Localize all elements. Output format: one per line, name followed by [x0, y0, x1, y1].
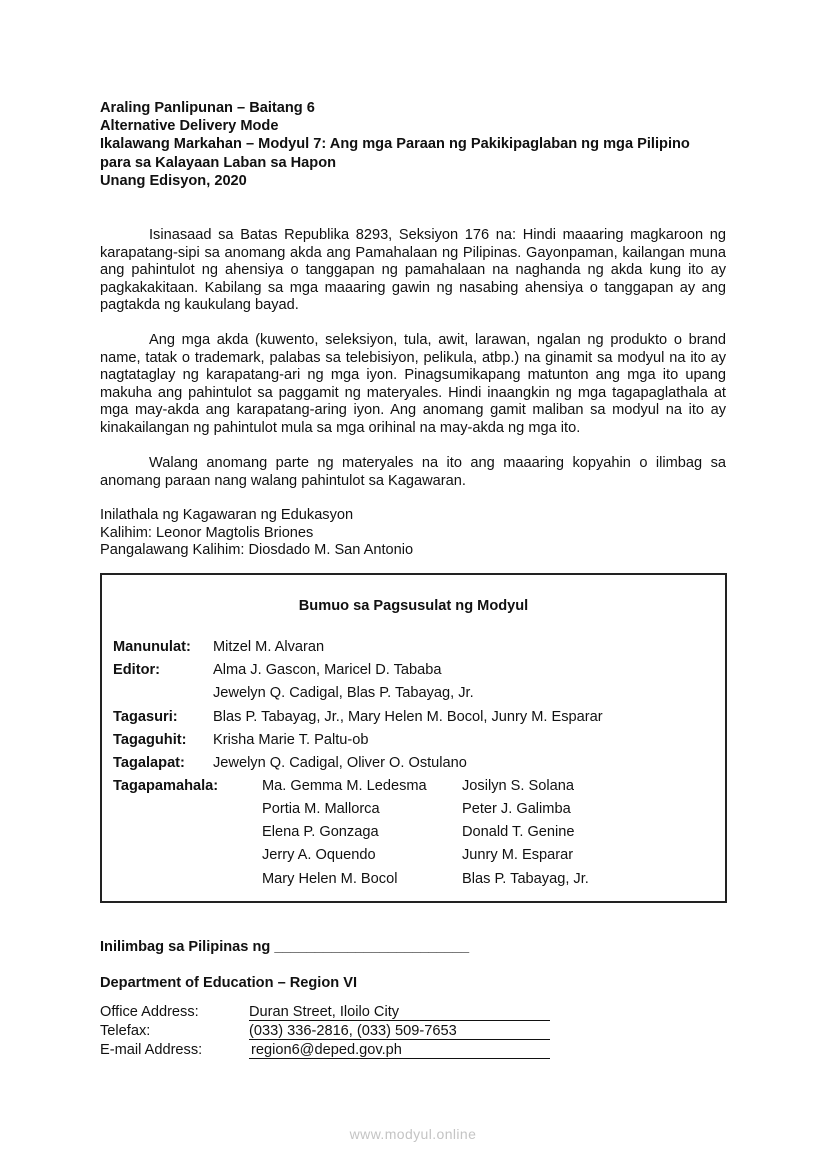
reproduction-paragraph: Walang anomang parte ng materyales na ito ang maaaring kopyahin o ilimbag sa anomang paraan nang walang pahintulot sa Kagawaran. [100, 455, 726, 489]
manager-name: Mary Helen M. Bocol [262, 871, 398, 887]
credit-label: Editor: [113, 662, 161, 678]
document-header [100, 99, 690, 190]
manager-name: Ma. Gemma M. Ledesma [262, 778, 427, 794]
credit-value: Jewelyn Q. Cadigal, Oliver O. Ostulano [213, 755, 467, 771]
printed-in-line: Inilimbag sa Pilipinas ng ________________________ [100, 939, 470, 955]
manager-name: Blas P. Tabayag, Jr. [462, 871, 589, 887]
credit-value: Blas P. Tabayag, Jr., Mary Helen M. Bocol, Junry M. Esparar [213, 709, 603, 725]
credit-label: Tagalapat: [113, 755, 185, 771]
undersecretary-line: Pangalawang Kalihim: Diosdado M. San Antonio [100, 542, 414, 559]
credit-row-writer [113, 639, 324, 655]
secretary-line: Kalihim: Leonor Magtolis Briones [100, 524, 314, 541]
credits-title: Bumuo sa Pagsusulat ng Modyul [298, 598, 529, 614]
publisher-line: Inilathala ng Kagawaran ng Edukasyon [100, 507, 354, 523]
credit-value: Alma J. Gascon, Maricel D. Tababa [213, 662, 442, 678]
module-title-cont: para sa Kalayaan Laban sa Hapon [100, 154, 337, 171]
manager-name: Junry M. Esparar [462, 847, 574, 863]
credit-value: Jewelyn Q. Cadigal, Blas P. Tabayag, Jr. [213, 685, 474, 701]
credit-value: Mitzel M. Alvaran [213, 639, 325, 655]
credit-row-illustrator [113, 732, 368, 748]
email-value[interactable]: region6@deped.gov.ph [249, 1043, 550, 1059]
managers-label: Tagapamahala: [113, 778, 219, 794]
telefax-row [100, 1023, 550, 1040]
credit-value: Krisha Marie T. Paltu-ob [213, 732, 369, 748]
delivery-mode: Alternative Delivery Mode [100, 118, 279, 135]
credit-row-editor [113, 662, 441, 678]
telefax-label: Telefax: [100, 1023, 151, 1039]
telefax-value: (033) 336-2816, (033) 509-7653 [249, 1024, 550, 1040]
materials-paragraph: Ang mga akda (kuwento, seleksiyon, tula, awit, larawan, ngalan ng produkto o brand name, tatak o trademark, palabas sa telebisiyon, pelikula, atbp.) na ginamit sa modyul na ito ay nagtataglay ng karapatang-ari ng mga iyon. Pinagsumikapang matunton ang mga ito upang makuha ang pahintulot sa paggamit ng materyales. Hindi inaangkin ng mga tagapaglathala at mga may-akda ang karapatang-aring iyon. Ang anomang gamit maliban sa modyul na ito ay kinakailangan ng pahintulot mula sa mga orihinal na may-akda ng mga ito. [100, 332, 726, 436]
email-row [100, 1042, 550, 1059]
manager-name: Elena P. Gonzaga [262, 824, 379, 840]
credit-row-layout [113, 755, 467, 771]
credit-row-reviewer [113, 709, 603, 725]
department-name: Department of Education – Region VI [100, 975, 358, 991]
manager-name: Donald T. Genine [462, 824, 575, 840]
manager-name: Peter J. Galimba [462, 801, 571, 817]
manager-name: Jerry A. Oquendo [262, 847, 376, 863]
address-value: Duran Street, Iloilo City [249, 1005, 550, 1021]
credits-box [100, 573, 727, 903]
watermark-footer: www.modyul.online [349, 1126, 477, 1142]
module-title: Ikalawang Markahan – Modyul 7: Ang mga Paraan ng Pakikipaglaban ng mga Pilipino [100, 136, 690, 153]
manager-name: Portia M. Mallorca [262, 801, 380, 817]
publisher-info [100, 507, 413, 560]
office-address-row [100, 1004, 550, 1021]
credit-label: Tagaguhit: [113, 732, 187, 748]
credit-label: Tagasuri: [113, 709, 178, 725]
copyright-paragraph: Isinasaad sa Batas Republika 8293, Seksiyon 176 na: Hindi maaaring magkaroon ng karapatang-sipi sa anomang akda ang Pamahalaan ng Pilipinas. Gayonpaman, kailangan muna ang pahintulot ng ahensiya o tanggapan ng pamahalaan na naghanda ng akda kung ito ay pagkakakitaan. Kabilang sa mga maaaring gawin ng nasabing ahensiya o tanggapan ay ang pagtakda ng kaukulang bayad. [100, 227, 726, 313]
edition: Unang Edisyon, 2020 [100, 172, 247, 189]
email-label: E-mail Address: [100, 1042, 203, 1058]
address-label: Office Address: [100, 1004, 199, 1020]
manager-name: Josilyn S. Solana [462, 778, 574, 794]
credit-row-editor-cont [113, 685, 474, 701]
subject-title: Araling Panlipunan – Baitang 6 [100, 100, 315, 116]
credit-label: Manunulat: [113, 639, 191, 655]
